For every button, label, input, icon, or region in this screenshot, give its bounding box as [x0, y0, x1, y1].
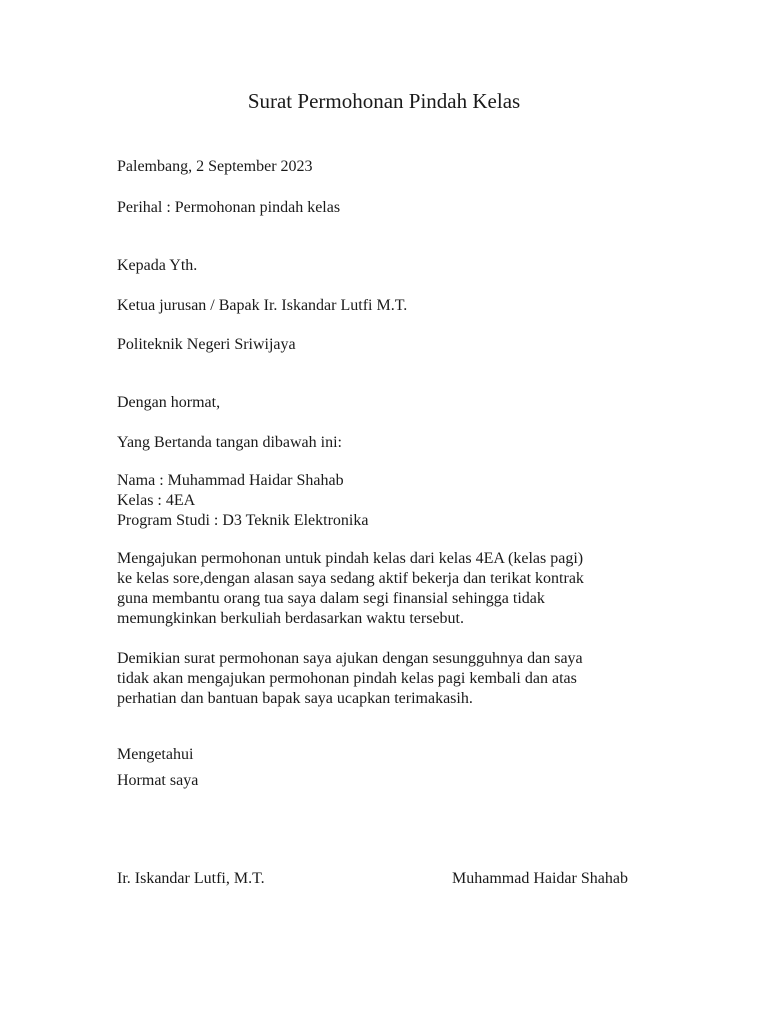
closing-acknowledged: Mengetahui [117, 746, 194, 763]
body-paragraph-2-line: perhatian dan bantuan bapak saya ucapkan terimakasih. [117, 690, 473, 707]
body-paragraph-2-line: tidak akan mengajukan permohonan pindah kelas pagi kembali dan atas [117, 670, 577, 687]
body-paragraph-1-line: ke kelas sore,dengan alasan saya sedang aktif bekerja dan terikat kontrak [117, 570, 584, 587]
recipient-institution: Politeknik Negeri Sriwijaya [117, 336, 296, 353]
body-paragraph-1-line: guna membantu orang tua saya dalam segi finansial sehingga tidak [117, 590, 545, 607]
identity-class: Kelas : 4EA [117, 492, 196, 509]
subject-line: Perihal : Permohonan pindah kelas [117, 199, 341, 216]
identity-program: Program Studi : D3 Teknik Elektronika [117, 512, 369, 529]
signature-left: Ir. Iskandar Lutfi, M.T. [117, 870, 265, 887]
body-paragraph-1-line: memungkinkan berkuliah berdasarkan waktu tersebut. [117, 610, 464, 627]
identity-name: Nama : Muhammad Haidar Shahab [117, 472, 344, 489]
greeting: Dengan hormat, [117, 394, 221, 411]
closing-regards: Hormat saya [117, 772, 199, 789]
body-paragraph-2-line: Demikian surat permohonan saya ajukan dengan sesungguhnya dan saya [117, 650, 583, 667]
body-paragraph-1-line: Mengajukan permohonan untuk pindah kelas dari kelas 4EA (kelas pagi) [117, 550, 584, 567]
recipient-name: Ketua jurusan / Bapak Ir. Iskandar Lutfi M.T. [117, 297, 408, 314]
intro-line: Yang Bertanda tangan dibawah ini: [117, 434, 342, 451]
place-date: Palembang, 2 September 2023 [117, 158, 313, 175]
letter-title: Surat Permohonan Pindah Kelas [247, 89, 521, 113]
recipient-to: Kepada Yth. [117, 257, 198, 274]
signature-right: Muhammad Haidar Shahab [452, 870, 628, 887]
